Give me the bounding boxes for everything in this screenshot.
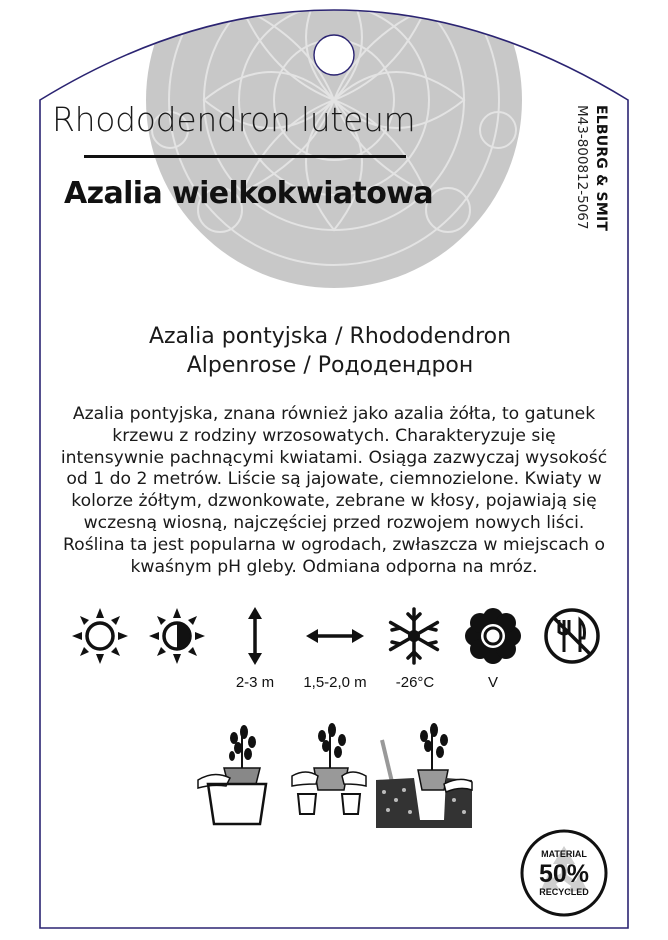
planting-step2-loosen-roots-icon: [288, 720, 370, 828]
badge-bottom-text: RECYCLED: [539, 887, 589, 897]
not-edible-icon: [542, 606, 602, 666]
title-divider: [84, 155, 406, 158]
height-label: 2-3 m: [235, 674, 275, 691]
brand-text: ELBURG & SMIT: [593, 105, 609, 232]
frost-snowflake-icon: [384, 606, 444, 666]
alt-names-line2: Alpenrose / Рододендрон: [186, 353, 474, 378]
flowering-month-label: V: [487, 674, 498, 691]
width-label: 1,5-2,0 m: [303, 674, 367, 691]
product-code: M43-800812-5067: [574, 105, 590, 230]
planting-step1-remove-pot-icon: [196, 720, 276, 828]
common-name: Azalia wielkokwiatowa: [64, 176, 434, 211]
flower-icon: [463, 606, 523, 666]
half-shade-icon: [147, 606, 207, 666]
height-arrow-icon: [225, 606, 285, 666]
full-sun-icon: [70, 606, 130, 666]
recycled-material-badge: [519, 828, 609, 918]
badge-percent: 50%: [538, 860, 590, 888]
hang-hole: [314, 35, 354, 75]
latin-name: Rhododendron luteum: [52, 100, 416, 139]
plant-description: Azalia pontyjska, znana również jako azalia żółta, to gatunek krzewu z rodziny wrzosowatych. Charakteryzuje się intensywnie pachnącymi kwiatami. Osiąga zazwyczaj wysokość od 1 do 2 metrów. Liście są jajowate, ciemnozielone. Kwiaty w kolorze żółtym, dzwonkowate, zebrane w kłosy, pojawiają się wczesną wiosną, najczęściej przed rozwojem nowych liści. Roślina ta jest popularna w ogrodach, zwłaszcza w miejscach o kwaśnym pH gleby. Odmiana odporna na mróz.: [60, 404, 608, 577]
hardiness-label: -26°C: [395, 674, 435, 691]
width-arrow-icon: [305, 606, 365, 666]
badge-top-text: MATERIAL: [541, 849, 587, 859]
alt-names-line1: Azalia pontyjska / Rhododendron: [148, 324, 512, 349]
planting-step3-plant-in-soil-icon: [374, 720, 474, 828]
